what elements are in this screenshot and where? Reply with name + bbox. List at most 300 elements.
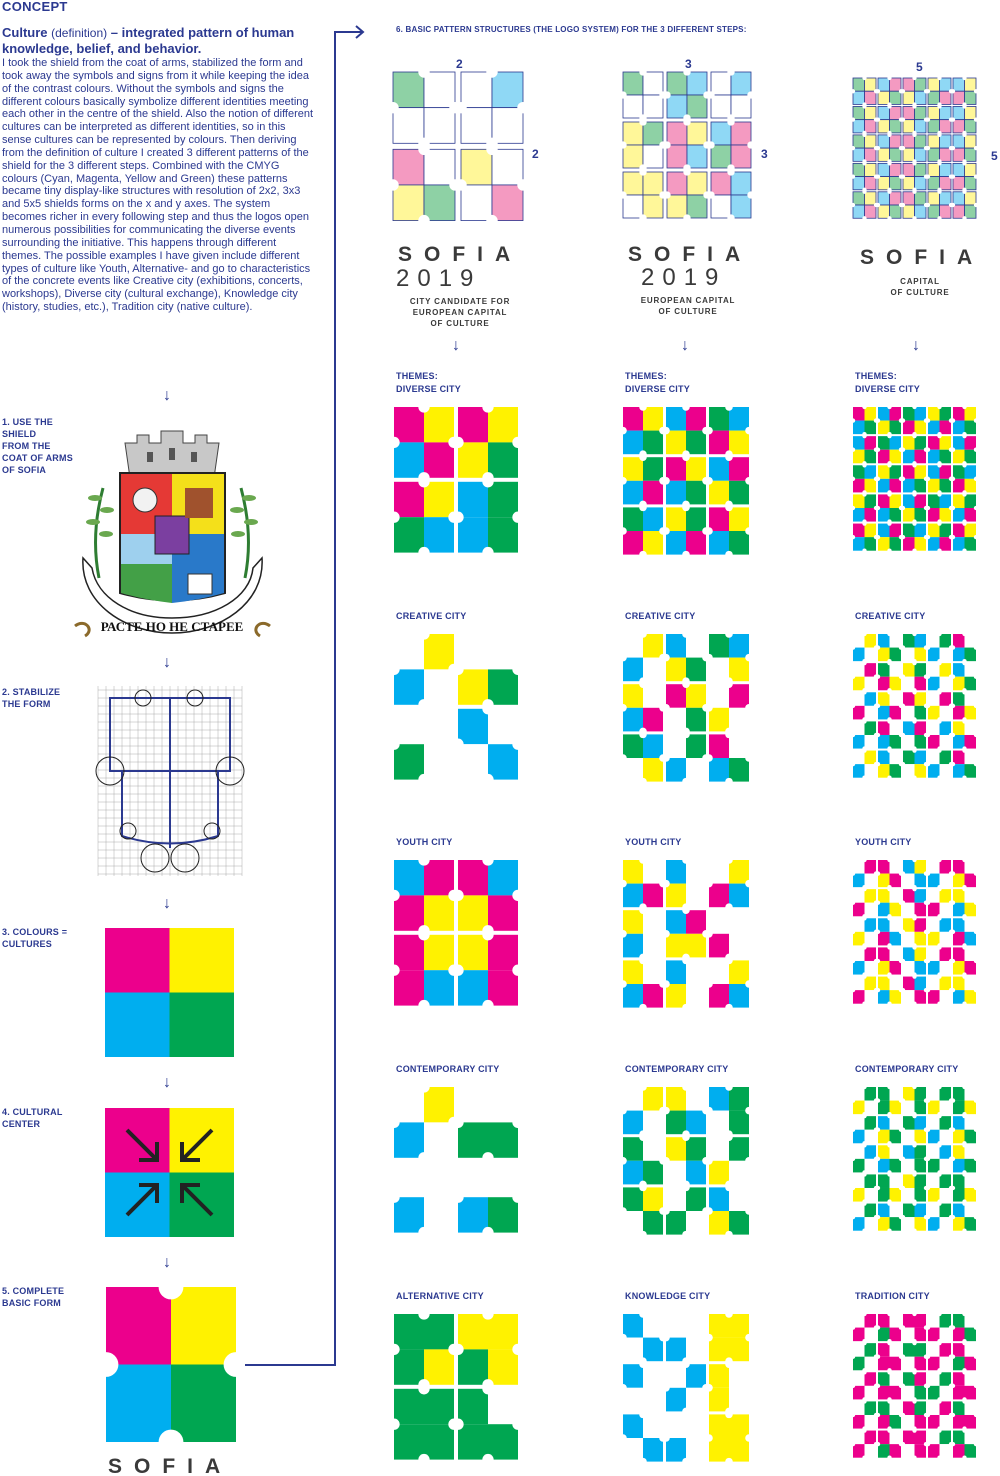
step-2-label: 2. STABILIZE THE FORM bbox=[2, 687, 61, 709]
shield-notch bbox=[901, 448, 905, 452]
shield-quadrant bbox=[393, 72, 424, 108]
shield-quadrant bbox=[686, 960, 706, 984]
shield-notch bbox=[682, 1411, 690, 1419]
shield-notch bbox=[745, 930, 753, 938]
shield-notch bbox=[619, 1384, 627, 1392]
shield-notch bbox=[912, 887, 916, 891]
shield-notch bbox=[512, 1117, 523, 1128]
shield-quadrant bbox=[458, 482, 488, 517]
shield-notch bbox=[912, 858, 916, 862]
shield-notch bbox=[639, 1458, 647, 1466]
shield-quadrant bbox=[928, 1217, 940, 1231]
shield-quadrant bbox=[928, 1087, 940, 1101]
shield-quadrant bbox=[623, 481, 643, 505]
shield-notch bbox=[926, 959, 930, 963]
shield-quadrant bbox=[903, 1217, 915, 1231]
shield-quadrant bbox=[878, 990, 890, 1004]
shield-quadrant bbox=[666, 910, 686, 934]
shield-quadrant bbox=[940, 1101, 952, 1115]
shield-quadrant bbox=[623, 407, 643, 431]
shield-notch bbox=[851, 762, 855, 766]
shield-notch bbox=[851, 89, 855, 93]
definition-rest: – integrated pattern of human knowledge, belief, and behavior. bbox=[2, 25, 295, 56]
shield-quadrant bbox=[903, 1415, 915, 1429]
shield-notch bbox=[682, 403, 690, 411]
shield-quadrant bbox=[623, 1364, 643, 1388]
shield-quadrant bbox=[940, 1401, 952, 1415]
shield-quadrant bbox=[865, 163, 877, 176]
shield-notch bbox=[727, 118, 734, 125]
shield-quadrant bbox=[488, 1314, 518, 1349]
shield-quadrant bbox=[903, 407, 915, 421]
shield-quadrant bbox=[890, 1116, 902, 1130]
shield-quadrant bbox=[643, 684, 663, 708]
shield-quadrant bbox=[878, 1159, 890, 1173]
shield-notch bbox=[639, 453, 647, 461]
shield-notch bbox=[619, 980, 627, 988]
shield-notch bbox=[862, 76, 866, 80]
shield-notch bbox=[912, 1229, 916, 1233]
shield-quadrant bbox=[940, 421, 952, 435]
shield-quadrant bbox=[915, 1204, 927, 1218]
shield-quadrant bbox=[865, 648, 877, 662]
shield-quadrant bbox=[940, 1188, 952, 1202]
down-arrow-icon: ↓ bbox=[163, 387, 171, 404]
shield-quadrant bbox=[853, 947, 865, 961]
shield-quadrant bbox=[853, 1314, 865, 1328]
shield-notch bbox=[937, 1172, 941, 1176]
shield-quadrant bbox=[878, 874, 890, 888]
shield-notch bbox=[482, 929, 493, 940]
shield-quadrant bbox=[965, 1188, 977, 1202]
shield-quadrant bbox=[940, 990, 952, 1004]
shield-quadrant bbox=[709, 634, 729, 658]
shield-quadrant bbox=[424, 935, 454, 970]
shield-quadrant bbox=[953, 192, 965, 205]
shield-quadrant bbox=[928, 918, 940, 932]
shield-quadrant bbox=[458, 744, 488, 779]
shield-notch bbox=[887, 945, 891, 949]
shield-quadrant bbox=[953, 78, 965, 91]
shield-quadrant bbox=[953, 465, 965, 479]
shield-notch bbox=[962, 1312, 966, 1316]
shield-notch bbox=[912, 719, 916, 723]
shield-quadrant bbox=[915, 751, 927, 765]
shield-notch bbox=[639, 906, 647, 914]
shield-quadrant bbox=[890, 1159, 902, 1173]
shield-quadrant bbox=[890, 990, 902, 1004]
shield-quadrant bbox=[890, 450, 902, 464]
shield-quadrant bbox=[903, 977, 915, 991]
shield-quadrant bbox=[878, 1116, 890, 1130]
shield-notch bbox=[862, 1312, 866, 1316]
shield-quadrant bbox=[878, 78, 890, 91]
shield-quadrant bbox=[890, 524, 902, 538]
shield-quadrant bbox=[623, 1111, 643, 1135]
shield-quadrant bbox=[394, 517, 424, 552]
shield-notch bbox=[887, 463, 891, 467]
shield-notch bbox=[705, 1207, 713, 1215]
shield-quadrant bbox=[865, 1415, 877, 1429]
shield-quadrant bbox=[878, 135, 890, 148]
shield-quadrant bbox=[928, 148, 940, 161]
shield-notch bbox=[937, 463, 941, 467]
shield-quadrant bbox=[865, 961, 877, 975]
shield-notch bbox=[388, 1117, 399, 1128]
shield-quadrant bbox=[890, 537, 902, 551]
shield-quadrant bbox=[928, 663, 940, 677]
shield-notch bbox=[912, 1002, 916, 1006]
shield-quadrant bbox=[488, 669, 518, 704]
intro-paragraph: I took the shield from the coat of arms, stabilized the form and took away the symbols and signs from it while keeping the idea of the contrast colours. Without the symbols and signs the different colours basically symbolize different identities meeting each other in the centre of the shield. Also the notion of different cultures can be interpreted as different identities, so in this sense cultures can be represented by colours. Then deriving from the definition of culture I created 3 different patterns of the shield for the 3 different steps. Combined with the CMYG colours (Cyan, Magenta, Yellow and Green) these patterns became tiny display-like structures with resolution of 2x2, 3x3 and 5x5 shields forms on the x and y axes. The system becomes richer in every following step and thus the logos open numerous possibilities for communicating the diverse events surrounding the initiative. This happens through different themes. The possible examples I have given include different types of culture like Youth, Alternative- and go to characteristics of the concrete events like Creative city (exhibitions, concerts, workshops), Diverse city (cultural exchange), Knowledge city (history, studies, etc.), Tradition city (native culture). bbox=[2, 57, 314, 314]
shield-notch bbox=[962, 1370, 966, 1374]
shield-quadrant bbox=[878, 1343, 890, 1357]
shield-notch bbox=[418, 1156, 429, 1167]
shield-notch bbox=[639, 731, 647, 739]
shield-quadrant bbox=[928, 450, 940, 464]
shield-quadrant bbox=[915, 706, 927, 720]
shield-quadrant bbox=[865, 874, 877, 888]
shield-quadrant bbox=[965, 932, 977, 946]
shield-notch bbox=[887, 434, 891, 438]
shield-quadrant bbox=[928, 163, 940, 176]
shield-quadrant bbox=[729, 684, 749, 708]
shield-quadrant bbox=[687, 195, 707, 218]
shield-quadrant bbox=[865, 1357, 877, 1371]
shield-quadrant bbox=[915, 663, 927, 677]
shield-quadrant bbox=[928, 205, 940, 218]
shield-quadrant bbox=[709, 1211, 729, 1235]
shield-quadrant bbox=[903, 1101, 915, 1115]
shield-quadrant bbox=[890, 205, 902, 218]
shield-notch bbox=[974, 1157, 978, 1161]
shield-quadrant bbox=[953, 1328, 965, 1342]
shield-notch bbox=[662, 654, 670, 662]
shield-notch bbox=[682, 453, 690, 461]
shield-quadrant bbox=[928, 1159, 940, 1173]
shield-quadrant bbox=[953, 177, 965, 190]
shield-notch bbox=[747, 91, 754, 98]
shield-quadrant bbox=[903, 764, 915, 778]
shield-quadrant bbox=[878, 1431, 890, 1445]
shield-quadrant bbox=[878, 1087, 890, 1101]
shield-notch bbox=[926, 762, 930, 766]
shield-notch bbox=[727, 68, 734, 75]
shield-quadrant bbox=[458, 935, 488, 970]
shield-notch bbox=[974, 871, 978, 875]
shield-notch bbox=[639, 214, 646, 221]
shield-quadrant bbox=[424, 895, 454, 930]
shield-notch bbox=[901, 762, 905, 766]
shield-quadrant bbox=[928, 961, 940, 975]
shield-quadrant bbox=[903, 692, 915, 706]
shield-quadrant bbox=[853, 634, 865, 648]
shield-quadrant bbox=[686, 1314, 706, 1338]
shield-notch bbox=[876, 959, 880, 963]
shield-quadrant bbox=[890, 721, 902, 735]
shield-notch bbox=[951, 1325, 955, 1329]
shield-quadrant bbox=[711, 145, 731, 168]
shield-quadrant bbox=[853, 537, 865, 551]
logo-2-res-x: 3 bbox=[685, 57, 692, 71]
shield-notch bbox=[682, 731, 690, 739]
shield-quadrant bbox=[915, 1357, 927, 1371]
shield-quadrant bbox=[965, 990, 977, 1004]
shield-quadrant bbox=[686, 431, 706, 455]
shield-notch bbox=[745, 427, 753, 435]
shield-quadrant bbox=[890, 1386, 902, 1400]
shield-quadrant bbox=[890, 148, 902, 161]
shield-quadrant bbox=[965, 648, 977, 662]
shield-notch bbox=[745, 704, 753, 712]
shield-quadrant bbox=[865, 494, 877, 508]
shield-quadrant bbox=[903, 1087, 915, 1101]
shield-notch bbox=[901, 477, 905, 481]
shield-notch bbox=[937, 190, 941, 194]
shield-quadrant bbox=[643, 431, 663, 455]
shield-quadrant bbox=[853, 148, 865, 161]
shield-quadrant bbox=[940, 407, 952, 421]
basic-form-sofia: SOFIA bbox=[108, 1455, 233, 1476]
shield-quadrant bbox=[878, 508, 890, 522]
shield-quadrant bbox=[953, 1116, 965, 1130]
shield-notch bbox=[705, 1384, 713, 1392]
shield-quadrant bbox=[643, 145, 663, 168]
shield-quadrant bbox=[965, 1130, 977, 1144]
shield-quadrant bbox=[953, 932, 965, 946]
shield-notch bbox=[862, 133, 866, 137]
shield-notch bbox=[974, 203, 978, 207]
shield-notch bbox=[962, 1428, 966, 1432]
shield-notch bbox=[662, 880, 670, 888]
theme-pattern bbox=[853, 860, 983, 1025]
shield-notch bbox=[962, 190, 966, 194]
shield-notch bbox=[725, 778, 733, 786]
shield-quadrant bbox=[667, 122, 687, 145]
shield-quadrant bbox=[853, 163, 865, 176]
shield-notch bbox=[962, 632, 966, 636]
shield-quadrant bbox=[953, 918, 965, 932]
shield-notch bbox=[912, 974, 916, 978]
shield-quadrant bbox=[865, 677, 877, 691]
shield-notch bbox=[951, 959, 955, 963]
shield-quadrant bbox=[458, 1197, 488, 1232]
shield-quadrant bbox=[865, 1444, 877, 1458]
shield-quadrant bbox=[903, 450, 915, 464]
shield-notch bbox=[887, 405, 891, 409]
shield-quadrant bbox=[709, 758, 729, 782]
shield-quadrant bbox=[865, 465, 877, 479]
shield-notch bbox=[482, 401, 493, 412]
shield-quadrant bbox=[903, 677, 915, 691]
shield-quadrant bbox=[643, 95, 663, 118]
shield-quadrant bbox=[878, 1444, 890, 1458]
shield-quadrant bbox=[965, 1145, 977, 1159]
shield-quadrant bbox=[928, 1357, 940, 1371]
shield-notch bbox=[887, 1428, 891, 1432]
shield-quadrant bbox=[686, 884, 706, 908]
shield-quadrant bbox=[878, 450, 890, 464]
shield-quadrant bbox=[890, 663, 902, 677]
shield-notch bbox=[962, 434, 966, 438]
shield-notch bbox=[745, 880, 753, 888]
shield-quadrant bbox=[965, 537, 977, 551]
theme-pattern bbox=[394, 407, 524, 572]
shield-notch bbox=[876, 1384, 880, 1388]
shield-quadrant bbox=[853, 692, 865, 706]
shield-notch bbox=[962, 104, 966, 108]
shield-notch bbox=[937, 76, 941, 80]
shield-notch bbox=[705, 704, 713, 712]
shield-notch bbox=[926, 1325, 930, 1329]
shield-notch bbox=[876, 535, 880, 539]
shield-notch bbox=[862, 1229, 866, 1233]
shield-quadrant bbox=[853, 1372, 865, 1386]
shield-notch bbox=[951, 535, 955, 539]
shield-quadrant bbox=[890, 751, 902, 765]
shield-quadrant bbox=[709, 860, 729, 884]
shield-quadrant bbox=[424, 185, 455, 221]
shield-notch bbox=[962, 1201, 966, 1205]
shield-quadrant bbox=[865, 764, 877, 778]
shield-quadrant bbox=[965, 479, 977, 493]
shield-quadrant bbox=[488, 1087, 518, 1122]
shield-notch bbox=[926, 506, 930, 510]
theme-label: CREATIVE CITY bbox=[625, 611, 696, 621]
shield-quadrant bbox=[623, 734, 643, 758]
shield-notch bbox=[962, 216, 966, 220]
shield-quadrant bbox=[458, 1349, 488, 1384]
shield-quadrant bbox=[915, 634, 927, 648]
shield-notch bbox=[901, 1442, 905, 1446]
shield-quadrant bbox=[878, 1314, 890, 1328]
shield-notch bbox=[486, 215, 497, 226]
shield-notch bbox=[705, 654, 713, 662]
shield-notch bbox=[639, 1231, 647, 1239]
shield-quadrant bbox=[940, 1328, 952, 1342]
shield-quadrant bbox=[729, 1087, 749, 1111]
shield-quadrant bbox=[903, 494, 915, 508]
shield-quadrant bbox=[488, 1349, 518, 1384]
shield-quadrant bbox=[106, 1365, 171, 1443]
shield-quadrant bbox=[865, 706, 877, 720]
shield-quadrant bbox=[953, 1386, 965, 1400]
shield-quadrant bbox=[709, 1111, 729, 1135]
shield-quadrant bbox=[928, 1401, 940, 1415]
shield-notch bbox=[901, 733, 905, 737]
shield-quadrant bbox=[488, 634, 518, 669]
shield-notch bbox=[682, 1184, 690, 1192]
shield-quadrant bbox=[878, 205, 890, 218]
shield-quadrant bbox=[928, 192, 940, 205]
shield-quadrant bbox=[643, 960, 663, 984]
shield-notch bbox=[876, 1355, 880, 1359]
shield-notch bbox=[745, 1207, 753, 1215]
shield-notch bbox=[887, 161, 891, 165]
shield-notch bbox=[725, 680, 733, 688]
shield-quadrant bbox=[623, 960, 643, 984]
shield-quadrant bbox=[915, 764, 927, 778]
cyan-quadrant bbox=[105, 993, 170, 1058]
shield-quadrant bbox=[953, 436, 965, 450]
shield-quadrant bbox=[488, 407, 518, 442]
shield-quadrant bbox=[940, 677, 952, 691]
shield-quadrant bbox=[853, 465, 865, 479]
shield-notch bbox=[937, 1312, 941, 1316]
shield-notch bbox=[705, 980, 713, 988]
shield-quadrant bbox=[965, 91, 977, 104]
shield-notch bbox=[912, 492, 916, 496]
shield-quadrant bbox=[928, 78, 940, 91]
shield-quadrant bbox=[928, 932, 940, 946]
shield-quadrant bbox=[424, 1087, 454, 1122]
shield-quadrant bbox=[424, 709, 454, 744]
shield-notch bbox=[862, 776, 866, 780]
shield-quadrant bbox=[928, 874, 940, 888]
shield-notch bbox=[951, 1157, 955, 1161]
shield-quadrant bbox=[623, 1087, 643, 1111]
cultural-center-square bbox=[105, 1108, 234, 1237]
section-6-title: 6. BASIC PATTERN STRUCTURES (THE LOGO SYSTEM) FOR THE 3 DIFFERENT STEPS: bbox=[396, 25, 747, 34]
step-5-label: 5. COMPLETE BASIC FORM bbox=[2, 1286, 65, 1308]
shield-quadrant bbox=[424, 1122, 454, 1157]
shield-quadrant bbox=[171, 1365, 236, 1443]
shield-notch bbox=[94, 1352, 119, 1377]
shield-notch bbox=[901, 1128, 905, 1132]
shield-quadrant bbox=[709, 531, 729, 555]
shield-notch bbox=[876, 1128, 880, 1132]
shield-quadrant bbox=[878, 648, 890, 662]
shield-notch bbox=[887, 916, 891, 920]
shield-quadrant bbox=[890, 1343, 902, 1357]
shield-notch bbox=[901, 988, 905, 992]
shield-quadrant bbox=[965, 1415, 977, 1429]
shield-notch bbox=[517, 179, 528, 190]
shield-notch bbox=[887, 1399, 891, 1403]
shield-notch bbox=[851, 675, 855, 679]
shield-notch bbox=[912, 1172, 916, 1176]
shield-notch bbox=[455, 179, 466, 190]
shield-quadrant bbox=[853, 508, 865, 522]
shield-quadrant bbox=[709, 708, 729, 732]
shield-quadrant bbox=[903, 751, 915, 765]
shield-quadrant bbox=[623, 95, 643, 118]
shield-quadrant bbox=[915, 91, 927, 104]
shield-notch bbox=[482, 1454, 493, 1465]
shield-quadrant bbox=[666, 658, 686, 682]
shield-notch bbox=[951, 203, 955, 207]
shield-quadrant bbox=[731, 72, 751, 95]
shield-notch bbox=[974, 1186, 978, 1190]
shield-quadrant bbox=[729, 960, 749, 984]
shield-quadrant bbox=[666, 1388, 686, 1412]
shield-quadrant bbox=[623, 1338, 643, 1362]
shield-quadrant bbox=[915, 1314, 927, 1328]
shield-notch bbox=[862, 190, 866, 194]
shield-quadrant bbox=[865, 918, 877, 932]
shield-quadrant bbox=[965, 205, 977, 218]
shield-quadrant bbox=[709, 1388, 729, 1412]
shield-quadrant bbox=[865, 663, 877, 677]
shield-quadrant bbox=[666, 1364, 686, 1388]
shield-notch bbox=[876, 901, 880, 905]
shield-notch bbox=[901, 1157, 905, 1161]
shield-notch bbox=[452, 1192, 463, 1203]
shield-notch bbox=[887, 1229, 891, 1233]
shield-quadrant bbox=[915, 1130, 927, 1144]
shield-quadrant bbox=[928, 1372, 940, 1386]
shield-quadrant bbox=[865, 1314, 877, 1328]
